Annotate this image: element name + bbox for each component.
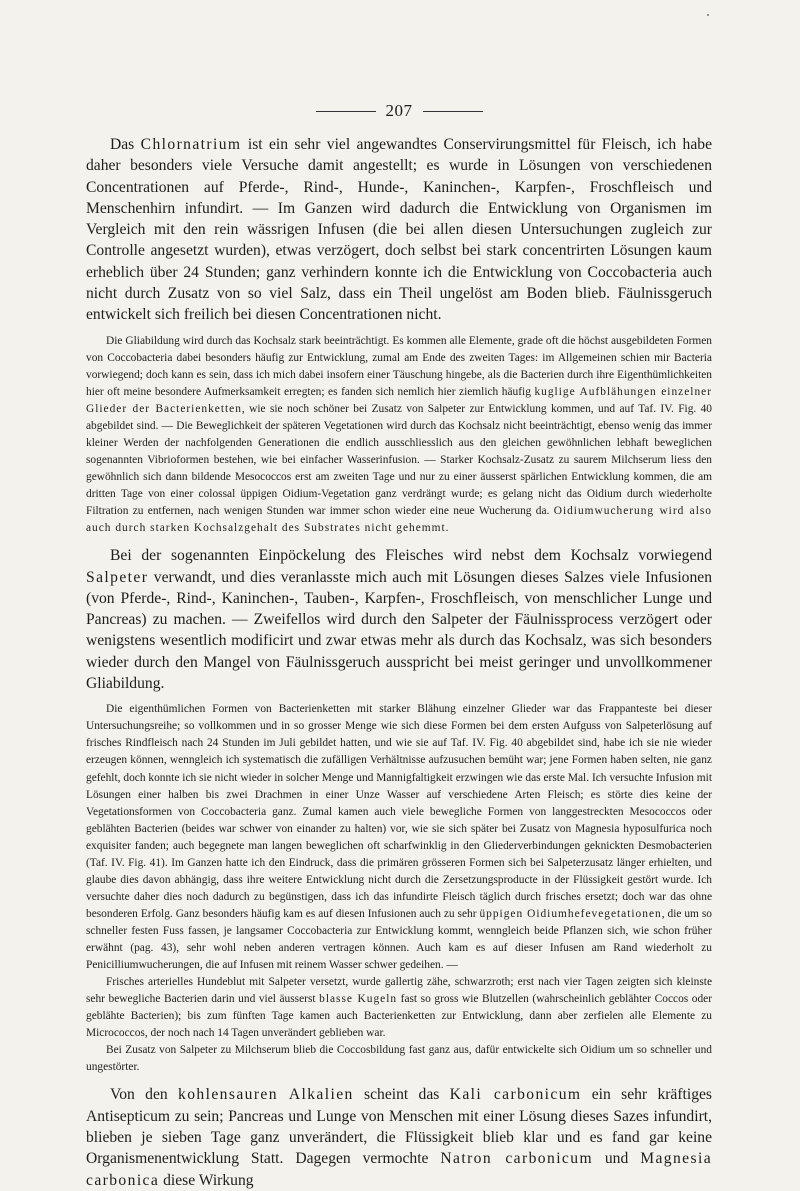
text-run: Von den xyxy=(110,1086,179,1104)
emphasized-text: Oidiumwucherung wird also auch durch starken Kochsalzgehalt des Substrates nicht gehemmt. xyxy=(86,505,712,535)
emphasized-text: Salpeter xyxy=(86,568,149,586)
header-rule-right xyxy=(423,111,483,112)
emphasized-text: Chlornatrium xyxy=(140,136,242,153)
text-run: und xyxy=(592,1150,641,1168)
page-number: 207 xyxy=(385,101,413,120)
paper-speck xyxy=(707,14,709,16)
text-run: Bei der sogenannten Einpöckelung des Fleisches wird nebst dem Kochsalz vorwiegend xyxy=(110,547,712,565)
text-run: ein sehr kräftiges Antisepticum zu sein; Pancreas und Lunge von Menschen mit einer Lösung dieses Sazes infundirt, blieben je sieben Tage ganz unverändert, die Flüssigkeit blieb klar und es fand gar keine Organismenentwicklung Statt. Dagegen vermochte xyxy=(86,1086,712,1168)
text-run: ist ein sehr viel angewandtes Conservirungsmittel für Fleisch, ich habe daher besonders viele Versuche damit angestellt; es wurde in Lösungen von verschiedenen Concentrationen auf Pferde-, Rind-, Hunde-, Kaninchen-, Karpfen-, Froschfleisch und Menschenhirn infundirt. — Im Ganzen wird dadurch die Entwicklung von Organismen im Vergleich mit den rein wässrigen Infusen (die bei allen diesen Untersuchungen zugleich zur Controlle angesetzt wurden), etwas verzögert, doch selbst bei stark concentrirten Lösungen kaum erheblich über 24 Stunden; ganz verhindern konnte ich die Entwicklung von Coccobacteria auch nicht durch Zusatz von so viel Salz, dass ein Theil ungelöst am Boden blieb. Fäulnissgeruch entwickelt sich freilich bei diesen Concentrationen nicht. xyxy=(86,136,712,324)
text-run: scheint das xyxy=(353,1086,450,1104)
emphasized-text: üppigen Oidiumhefevegetationen xyxy=(479,907,662,920)
note-gliabildung xyxy=(86,333,712,538)
emphasized-text: Kali carbonicum xyxy=(449,1086,582,1104)
text-run: Die Gliabildung wird durch das Kochsalz stark beeinträchtigt. Es kommen alle Elemente, grade oft die höchst ausgebildeten Formen von Coccobacteria dabei besonders häufig zur Entwicklung, zumal am Ende des zweiten Tages: im Allgemeinen schien mir Bacteria vorwiegend; doch kann es sein, dass ich mich dabei insofern einer Täuschung hingebe, als die Bacterien durch ihre Eigenthümlichkeiten hier oft meine besondere Aufmerksamkeit erregten; es fanden sich nemlich hier ziemlich häufig xyxy=(86,334,712,398)
emphasized-text: Magnesia carbonica xyxy=(86,1150,713,1189)
text-run: verwandt, und dies veranlasste mich auch mit Lösungen dieses Salzes viele Infusionen (von Pferde-, Rind-, Kaninchen-, Tauben-, Karpfen-, Froschfleisch, von menschlicher Lunge und Pancreas) zu machen. — Zweifellos wird durch den Salpeter der Fäulnissprocess verzögert oder wenigstens wesentlich modificirt und zwar etwas mehr als durch das Kochsalz, was sich besonders wieder durch den Mangel von Fäulnissgeruch ausspricht bei meist geringer und unvollkommener Gliabildung. xyxy=(86,568,712,693)
text-run: Die eigenthümlichen Formen von Bacterienketten mit starker Blähung einzelner Glieder war das Frappanteste bei dieser Untersuchungsreihe; so vollkommen und in so grosser Menge wie sich diese Formen bei dem ersten Aufguss von Salpeterlösung auf frisches Rindfleisch nach 24 Stunden im Juli gebildet hatten, und wie sie auf Taf. IV. Fig. 40 abgebildet sind, habe ich sie nie wieder erzeugen können, wenngleich ich systematisch die zufälligen Verhältnisse aufzusuchen bemüht war; jene Formen haben selten, nie ganz gefehlt, doch konnte ich sie nicht wieder in solcher Menge und Mannigfaltigkeit erzwingen wie das erste Mal. Ich versuchte Infusion mit Lösungen einer halben bis zwei Drachmen in einer Unze Wasser auf verschiedene Arten Fleisch; es störte dies keine der Vegetationsformen von Coccobacteria ganz. Zumal kamen auch viele bewegliche Formen von langgestreckten Mesococcos oder geblähten Bacterien (beides war schwer von einander zu halten) vor, wie sie sich später bei Zusatz von Magnesia hyposulfurica noch exquisiter fanden; auch begegnete man langen beweglichen oft scharfwinklig in den Gliederverbindungen geknickten Desmobacterien (Taf. IV. Fig. 41). Im Ganzen hatte ich den Eindruck, dass die primären grösseren Formen sich bei Salpeterzusatz länger erhielten, und glaube dies davon abhängig, dass ihre weitere Entwicklung nicht durch die Zersetzungsproducte in der Flüssigkeit gestört wurde. Ich versuchte daher dies noch dadurch zu begünstigen, dass ich das infundirte Fleisch täglich durch frisches ersetzt; doch war das ohne besonderen Erfolg. Ganz besonders häufig kam es auf diesen Infusionen auch zu sehr xyxy=(86,703,712,920)
paragraph-chlornatrium xyxy=(86,134,712,326)
emphasized-text: blasse Kugeln xyxy=(319,993,398,1006)
text-run: , wie sie noch schöner bei Zusatz von Salpeter zur Entwicklung kommen, und auf Taf. IV. Fig. 40 abgebildet sind. — Die Beweglichkeit der späteren Vegetationen wird durch das Kochsalz nicht beeinträchtigt, ebenso wenig das immer kleiner Werden der nachfolgenden Generationen die endlich ausschliesslich aus den gleichen gewöhnlichen lebhaft beweglichen sogenannten Vibrioformen bestehen, wie bei einfacher Wasserinfusion. — Starker Kochsalz-Zusatz zu saurem Milchserum liess den gewöhnlich sich dann bildende Mesococcos erst am zweiten Tage und nur zu einer äusserst spärlichen Entwicklung kommen, die am dritten Tage von einer colossal üppigen Oidium-Vegetation ganz verdrängt wurde; es gelang nicht das Oidium durch wiederholte Filtration zu entfernen, nach wenigen Stunden war immer schon wieder eine neue Wucherung da. xyxy=(86,402,712,518)
text-run: Bei Zusatz von Salpeter zu Milchserum blieb die Coccosbildung fast ganz aus, dafür entwickelte sich Oidium um so schneller und ungestörter. xyxy=(86,1044,712,1074)
text-run: , die um so schneller festen Fuss fassen, je langsamer Coccobacteria zur Entwicklung kommt, wenngleich beide Pflanzen sich, wie schon früher erwähnt (pag. 43), sehr wohl neben anderen vertragen können. Auch kam es auf dieser Infusen am Rand wiederholt zu Penicilliumwucherungen, die auf Infusen mit reinem Wasser schwer gedeihen. — xyxy=(86,907,712,972)
text-run: diese Wirkung xyxy=(159,1171,254,1189)
text-run: Frisches arterielles Hundeblut mit Salpeter versetzt, wurde gallertig zähe, schwarzroth; erst nach vier Tagen zeigten sich kleinste sehr bewegliche Bacterien darin und viel äusserst xyxy=(86,976,712,1006)
paragraph-kohlensaure-alkalien xyxy=(86,1084,712,1190)
text-run: fast so gross wie Blutzellen (wahrscheinlich geblähter Coccos oder geblähte Bacterien); bis zum fünften Tage kamen auch Bacterienketten zur Entwicklung, dann aber zerfielen alle Elemente zu Micrococcos, der noch nach 14 Tagen unverändert geblieben war. xyxy=(86,993,713,1040)
note-milchserum xyxy=(86,1042,712,1076)
text-run: Das xyxy=(110,136,141,153)
page-header xyxy=(86,98,712,124)
emphasized-text: kuglige Aufblähungen einzelner Glieder der Bacterienketten xyxy=(86,385,712,415)
header-rule-left xyxy=(316,111,376,112)
emphasized-text: Natron carbonicum xyxy=(440,1150,593,1168)
paragraph-salpeter xyxy=(86,545,712,694)
note-bacterienketten xyxy=(86,701,712,974)
note-hundeblut xyxy=(86,974,712,1042)
emphasized-text: kohlensauren Alkalien xyxy=(178,1086,354,1104)
